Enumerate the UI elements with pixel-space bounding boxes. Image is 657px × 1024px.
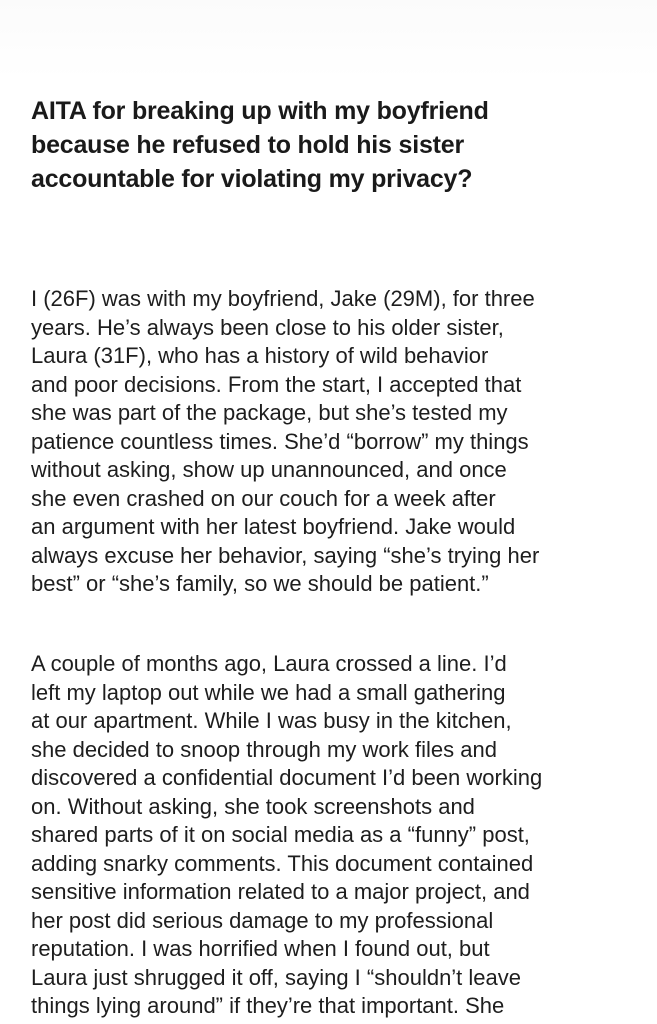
body-line: years. He’s always been close to his older sister,	[31, 314, 504, 340]
body-line: patience countless times. She’d “borrow” my things	[31, 428, 529, 454]
body-line: A couple of months ago, Laura crossed a line. I’d	[31, 651, 507, 676]
body-line: Laura (31F), who has a history of wild behavior	[31, 343, 489, 368]
post-title	[31, 94, 631, 196]
body-line: shared parts of it on social media as a “funny” post,	[31, 822, 530, 847]
body-line: she decided to snoop through my work files and	[31, 736, 497, 762]
body-line: always excuse her behavior, saying “she’s trying her	[31, 542, 540, 568]
top-fade-area	[0, 0, 657, 80]
body-line: left my laptop out while we had a small gathering	[31, 679, 506, 705]
title-line: AITA for breaking up with my boyfriend	[31, 97, 489, 125]
body-line: and poor decisions. From the start, I accepted that	[31, 371, 522, 397]
body-line: an argument with her latest boyfriend. Jake would	[31, 514, 516, 539]
body-line: she was part of the package, but she’s tested my	[31, 400, 508, 425]
body-line: adding snarky comments. This document contained	[31, 850, 534, 876]
body-line: at our apartment. While I was busy in the kitchen,	[31, 708, 512, 733]
body-line: sensitive information related to a major project, and	[31, 879, 530, 904]
body-line: on. Without asking, she took screenshots and	[31, 793, 475, 819]
body-line: Laura just shrugged it off, saying I “shouldn’t leave	[31, 964, 522, 990]
body-line: best” or “she’s family, so we should be patient.”	[31, 571, 489, 596]
title-line: because he refused to hold his sister	[31, 131, 465, 159]
body-line: reputation. I was horrified when I found out, but	[31, 936, 490, 961]
body-line: her post did serious damage to my professional	[31, 907, 494, 933]
post-body-paragraph-2	[31, 650, 651, 1021]
body-line: I (26F) was with my boyfriend, Jake (29M), for three	[31, 286, 535, 311]
post-body-paragraph-1	[31, 285, 651, 599]
body-line: things lying around” if they’re that important. She	[31, 993, 505, 1018]
title-line: accountable for violating my privacy?	[31, 165, 473, 193]
body-line: without asking, show up unannounced, and once	[31, 457, 507, 482]
body-line: she even crashed on our couch for a week after	[31, 485, 496, 511]
body-line: discovered a confidential document I’d been working	[31, 765, 543, 790]
